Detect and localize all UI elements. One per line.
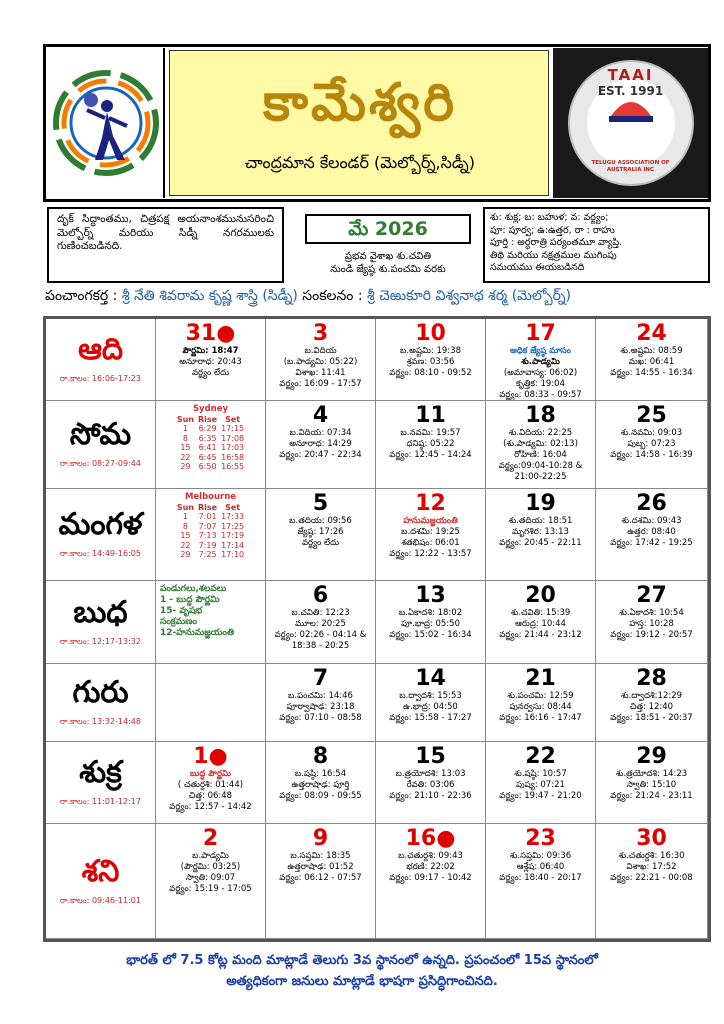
date-cell [376,581,486,664]
panchang-line: విశాఖ: 17:52 [626,862,677,872]
festival-item: 15- వృషభ [160,606,203,616]
panchang-line: పూ.భాద్ర: 05:50 [400,619,460,629]
date-cell [596,824,708,939]
date-cell [156,401,266,489]
date-cell [266,664,376,742]
date-cell [266,401,376,489]
date-number: 7 [312,666,329,691]
date-cell [486,401,596,489]
sun-table-value: 17:25 [221,521,245,531]
panchang-line: 21:00-22:25 [514,472,567,482]
date-number: 18 [525,403,556,428]
sun-table-header: Set [225,415,241,424]
panchang-line: వర్జ్యం: 07:10 - 08:58 [279,713,362,723]
panchang-line: వర్జ్యం: 12:57 - 14:42 [169,802,252,812]
date-cell [376,742,486,824]
legend-line: సమయము ఈయబడినది [490,262,585,273]
date-cell [486,742,596,824]
month-range-line1: ప్రభవ వైశాఖ శు.చవితి [344,251,432,262]
rahu-kalam: రా.కాలం: 08:27-09:44 [60,459,141,468]
sun-table-value: 17:19 [221,531,245,540]
panchang-line: శు.చవితి: 15:39 [510,608,571,618]
date-cell [486,489,596,581]
day-name: మంగళ [58,507,143,542]
panchang-line: ఉత్తర: 08:40 [627,527,676,537]
date-number: 21 [525,666,556,691]
sun-table-value: 17:15 [221,424,245,433]
panchang-line: వర్జ్యం: 08:33 - 09:57 [499,390,582,400]
date-cell [486,824,596,939]
rahu-kalam: రా.కాలం: 14:49-16:05 [60,549,141,558]
panchang-line: బ.సప్తమి: 18:35 [290,851,351,861]
taai-logo [553,48,708,198]
panchang-line: వర్జ్యం: 08:10 - 09:52 [389,368,472,378]
sun-table-value: 29 [180,462,191,471]
date-cell [376,664,486,742]
footer-line2: అత్యధికంగా జనులు మాట్లాడే భాషగా ప్రసిద్ధిగాంచినది. [226,974,498,989]
panchang-line: వర్జ్యం: 09:17 - 10:42 [389,873,472,883]
sun-table-header: Rise [198,415,218,424]
dance-logo [47,48,165,198]
panchang-line: బ.దశమి: 19:25 [401,527,460,537]
compiler-name: శ్రీ నేతి శివరామ కృష్ణ శాస్త్రి (సిడ్నీ) [121,288,298,304]
date-number: 13 [415,583,446,608]
sun-table-value: 6:35 [198,433,217,443]
panchang-line: వర్జ్యం: 17:42 - 19:25 [610,538,693,548]
panchang-line: వర్జ్యం: 06:12 - 07:57 [279,873,362,883]
panchang-line: వర్జ్యం: 16:09 - 17:57 [279,379,362,389]
rahu-kalam: రా.కాలం: 16:06-17:23 [60,374,141,383]
panchang-line: బుద్ధ పౌర్ణమి [190,769,231,779]
panchang-line: బ.పాడ్యమి [192,851,229,861]
date-cell [156,319,266,401]
panchang-line: ( చతుర్దశి: 01:44) [177,780,244,790]
panchang-line: శ్రవణ: 03:56 [406,357,455,367]
panchang-line: బ.విదియ [304,346,337,356]
date-number: 2 [202,826,219,851]
panchang-line: రేవతి: 03:06 [406,780,455,790]
date-number: 31● [185,321,236,346]
legend-line: పూ: పూర్వ; ఉ:ఉత్తర, రా : రాహు [490,224,615,236]
date-number: 8 [312,744,329,769]
panchang-line: పూర్వాషాఢ: 23:18 [286,702,355,712]
panchang-line: వర్జ్యం: 12:45 - 14:24 [389,450,472,460]
date-number: 27 [636,583,667,608]
date-cell [156,742,266,824]
date-cell [376,401,486,489]
date-cell [376,824,486,939]
title-panel [169,50,549,196]
sun-table-value: 6:29 [198,424,217,433]
day-name-cell [46,319,156,401]
sun-table-value: 29 [180,550,191,559]
date-number: 30 [636,826,667,851]
sun-table-value: 7:07 [198,521,217,531]
date-number: 29 [636,744,667,769]
panchang-line: శు.పంచమి: 12:59 [507,691,574,701]
sun-table-value: 17:03 [221,443,245,452]
panchang-line: బ.ద్వాదశి: 15:53 [399,691,462,701]
sun-table-value: 1 [182,512,188,521]
date-number: 1● [193,744,228,769]
date-number: 20 [525,583,556,608]
date-cell [596,489,708,581]
panchang-line: శతభిషం: 06:01 [401,538,460,548]
panchang-line: బ.అష్టమి: 19:38 [400,346,461,356]
date-number: 3 [312,321,329,346]
sun-table-value: 16:58 [221,452,245,462]
sun-table-value: 15 [180,443,191,452]
sun-table-value: 8 [182,433,188,443]
day-name-cell [46,489,156,581]
day-name: శుక్ర [79,755,122,790]
panchang-line: జ్యేష్ఠ: 17:26 [297,527,344,537]
sun-table-title: Melbourne [184,492,237,502]
month-label: మే 2026 [305,214,471,244]
sun-table-value: 7:19 [198,540,217,550]
panchang-line: బ.విదియ: 07:34 [289,428,352,438]
rahu-kalam: రా.కాలం: 13:32-14:48 [60,717,141,726]
panchang-line: వర్జ్యం: 20:45 - 22:11 [499,538,582,548]
day-name: సోమ [69,417,132,452]
panchang-line: శు.దశమి: 09:43 [621,516,682,526]
dancer-emblem-icon [47,48,165,198]
sun-table-header: Rise [198,503,218,512]
footer-note [40,950,684,992]
panchang-line: బ.షష్ఠి: 16:54 [294,769,347,779]
panchang-line: శు.సప్తమి: 09:36 [509,851,572,861]
day-name-cell [46,401,156,489]
panchang-line: వర్జ్యం లేదు [301,538,340,548]
date-cell [266,824,376,939]
rahu-kalam: రా.కాలం: 11:01-12:17 [60,797,141,806]
sun-table-value: 6:45 [198,452,217,462]
sun-table-value: 7:25 [198,550,217,559]
date-number: 26 [636,491,667,516]
date-number: 11 [415,403,446,428]
festival-item: సంక్రమణం [160,617,198,627]
date-cell [376,319,486,401]
sun-table-value: 6:41 [198,443,217,452]
date-cell [266,319,376,401]
date-cell [156,581,266,664]
panchang-line: 18:38 - 20:25 [291,641,350,651]
sun-table-value: 17:10 [221,550,245,559]
festival-item: 1 - బుద్ధ పౌర్ణమి [160,595,220,605]
panchang-line: పుబ్బ: 07:23 [627,439,676,449]
panchang-line: రోహిణి: 16:04 [514,450,567,460]
panchang-line: మృగశిర: 13:13 [512,527,569,537]
panchang-line: ఉ.భాద్ర: 04:50 [403,702,458,712]
day-name: శని [81,853,120,889]
date-cell [266,489,376,581]
panchang-line: వర్జ్యం: 15:58 - 17:27 [389,713,472,723]
sun-table-value: 15 [180,531,191,540]
legend-line: పూర్తి : అర్ధరాత్రి పర్యంతమూ వ్యాప్తి. [490,237,623,248]
panchang-line: బ.ఏకాదశి: 18:02 [398,608,463,618]
panchang-line: శు.షష్ఠి: 10:57 [514,769,567,779]
sun-times-table [175,503,246,560]
date-cell [596,581,708,664]
sun-table-value: 6:50 [198,462,217,471]
panchang-line: వర్జ్యం: 21:24 - 23:11 [610,791,693,801]
panchang-line: వర్జ్యం: 18:40 - 20:17 [499,873,582,883]
date-cell [596,319,708,401]
rahu-kalam: రా.కాలం: 09:46-11:01 [60,895,141,905]
sun-table-value: 7:01 [198,512,217,521]
footer-line1: భారత్ లో 7.5 కోట్ల మంది మాట్లాడే తెలుగు 3వ స్థానంలో ఉన్నది. ప్రపంచంలో 15వ స్థానంలో [126,953,598,968]
panchang-line: మఖ: 06:41 [628,357,675,367]
date-cell [266,581,376,664]
sun-table-value: 17:14 [221,540,245,550]
date-number: 28 [636,666,667,691]
panchang-line: బ.పంచమి: 14:46 [288,691,353,701]
panchang-line: వర్జ్యం: 18:51 - 20:37 [610,713,693,723]
calculation-note: దృక్ సిద్ధాంతము, చిత్రపక్ష అయనాంశమునుసరించి మెల్బోర్న్ మరియు సిడ్నీ నగరములకు గుణించబడినది. [47,207,284,283]
panchang-line: వర్జ్యం:09:04-10:28 & [498,461,583,471]
panchang-line: బ.తదియ: 09:56 [289,516,352,526]
date-number: 19 [525,491,556,516]
panchang-line: స్వాతి: 15:10 [626,780,677,790]
panchang-line: చిత్త: 12:40 [629,702,674,712]
panchang-line: వర్జ్యం: 19:47 - 21:20 [499,791,582,801]
date-cell [596,742,708,824]
date-number: 10 [415,321,446,346]
date-number: 22 [525,744,556,769]
panchang-line: పుష్య: 07:21 [516,780,565,790]
collation-name: శ్రీ చెఱుకూరి విశ్వనాథ శర్మ (మెల్బోర్న్) [366,288,572,304]
sun-table-header: Sun [176,503,194,512]
sun-table-title: Sydney [192,404,229,414]
day-name-cell [46,664,156,742]
date-number: 6 [312,583,329,608]
panchang-line: బ.చతుర్దశి: 09:43 [398,851,463,861]
month-range [298,250,478,276]
compiler-label: పంచాంగకర్త : [45,288,122,304]
day-name-cell [46,581,156,664]
calendar-title: కామేశ్వరి [262,73,458,133]
date-cell [156,824,266,939]
date-cell [156,664,266,742]
calendar-subtitle: చాంద్రమాన కేలండర్ (మెల్బోర్న్,సిడ్నీ) [245,153,475,172]
date-cell [486,319,596,401]
date-number: 17 [525,321,556,346]
date-number: 25 [636,403,667,428]
panchang-line: బ.నవమి: 19:57 [400,428,461,438]
day-name: బుధ [73,594,128,630]
panchang-line: హనుమజ్జయంతి [403,516,458,526]
panchang-line: వర్జ్యం: 21:44 - 23:12 [499,630,582,640]
panchang-line: ఉత్తరాషాఢ: 01:52 [287,862,354,872]
date-number: 23 [525,826,556,851]
panchang-line: వర్జ్యం: 21:10 - 22:36 [389,791,472,801]
date-cell [596,664,708,742]
sun-times-table [175,415,246,472]
date-number: 5 [312,491,329,516]
panchang-line: వర్జ్యం: 15:02 - 16:34 [389,630,472,640]
panchang-line: అనూరాధ: 14:29 [289,439,352,449]
panchang-line: శు.ద్వాదశి:12:29 [620,691,683,701]
day-name: గురు [72,675,129,710]
panchang-line: (పౌర్ణమి: 03:25) [180,862,241,872]
sun-table-value: 17:33 [221,512,245,521]
panchang-line: శు.విదియ: 22:25 [508,428,573,438]
date-cell [266,742,376,824]
sun-table-header: Set [225,503,241,512]
panchang-line: వర్జ్యం: 14:55 - 16:34 [610,368,693,378]
month-range-line2: నుండి జ్యేష్ఠ శు.పంచమి వరకు [330,264,446,275]
panchang-line: బ.చవితి: 12:23 [291,608,350,618]
panchang-line: బ.త్రయోదశి: 13:03 [395,769,466,779]
legend-line: తిథి మరియు నక్షత్రముల ముగింపు [490,249,617,261]
date-cell [376,489,486,581]
sun-table-value: 22 [180,540,191,550]
panchang-line: వర్జ్యం: 08:09 - 09:55 [279,791,362,801]
festivals-title: పండుగలు,శలవలు [160,584,227,594]
panchang-line: చిత్త: 06:48 [188,791,233,801]
panchang-line: పౌర్ణమి: 18:47 [182,346,239,356]
panchang-line: శు.తదియ: 18:51 [508,516,573,526]
panchang-line: శు.నవమి: 09:03 [620,428,683,438]
date-number: 24 [636,321,667,346]
sun-table-value: 1 [182,424,188,433]
date-number: 16● [405,826,456,851]
panchang-line: శు.చతుర్దశి: 16:30 [618,851,685,861]
panchang-line: హస్త: 10:28 [629,619,674,629]
day-name: ఆది [77,332,124,367]
panchang-line: మూల: 20:25 [295,619,346,629]
taai-ring-text: TELUGU ASSOCIATION OF AUSTRALIA INC [591,160,670,173]
panchang-line: వర్జ్యం: 02:26 - 04:14 & [274,630,367,640]
panchang-line: శు.పాడ్యమి [521,357,560,367]
panchang-line: వర్జ్యం: 16:16 - 17:47 [499,713,582,723]
sun-table-value: 22 [180,452,191,462]
date-cell [486,664,596,742]
day-name-cell [46,742,156,824]
date-cell [156,489,266,581]
panchang-line: కృత్తిక: 19:04 [516,379,565,389]
panchang-line: వర్జ్యం లేదు [191,368,230,378]
calendar-grid [43,316,711,942]
panchang-line: (బ.పాడ్యమి: 05:22) [283,357,358,367]
taai-est: EST. 1991 [597,84,664,98]
panchang-line: వర్జ్యం: 19:12 - 20:57 [610,630,693,640]
panchang-line: వర్జ్యం: 22:21 - 00:08 [610,873,693,883]
panchang-line: శు.ఏకాదశి: 10:54 [619,608,684,618]
panchang-line: (అమావాస్య: 06:02) [503,368,578,378]
panchang-line: పునర్వసు: 08:44 [509,702,572,712]
panchang-line: అనూరాధ: 20:43 [179,357,242,367]
panchang-line: వర్జ్యం: 20:47 - 22:34 [279,450,362,460]
date-number: 15 [415,744,446,769]
panchang-line: ధనిష్ఠ: 05:22 [406,439,455,449]
date-number: 14 [415,666,446,691]
panchang-line: వర్జ్యం: 14:58 - 16:39 [610,450,693,460]
sun-table-value: 17:08 [221,433,245,443]
panchang-line: ఆశ్లేష: 06:40 [516,862,565,872]
panchang-line: భరణి: 22:02 [406,862,455,872]
date-number: 4 [312,403,329,428]
sun-table-header: Sun [176,415,194,424]
panchang-line: శు.అష్టమి: 08:59 [620,346,683,356]
date-cell [486,581,596,664]
sun-table-value: 7:13 [198,531,217,540]
credits-line [45,288,715,307]
date-cell [596,401,708,489]
date-number: 9 [312,826,329,851]
rahu-kalam: రా.కాలం: 12:17-13:32 [60,636,141,646]
abbreviations-legend [483,207,710,283]
panchang-line: ఆరుద్ర: 10:44 [515,619,566,629]
panchang-line: శు.త్రయోదశి: 14:23 [615,769,688,779]
panchang-line: విశాఖ: 11:41 [295,368,346,378]
legend-line: శు: శుక్ల; బ: బహుళ; వ: వర్జ్యం; [490,212,609,223]
sun-table-value: 8 [182,521,188,531]
panchang-line: ఉత్తరాషాఢ: పూర్తి [291,780,350,790]
day-name-cell [46,824,156,939]
date-number: 12 [415,491,446,516]
panchang-line: వర్జ్యం: 12:22 - 13:57 [389,549,472,559]
collation-label: సంకలనం : [297,288,367,304]
panchang-line: (శు.పాడ్యమి: 02:13) [503,439,578,449]
panchang-line: స్వాతి: 09:07 [185,873,236,883]
sun-table-value: 16:55 [221,462,245,471]
panchang-line: వర్జ్యం: 15:19 - 17:05 [169,884,252,894]
taai-name: TAAI [607,66,654,84]
festival-item: 12-హనుమజ్జయంతి [160,628,234,638]
panchang-line: అధిక జ్యేష్ఠ మాసం [510,346,571,356]
